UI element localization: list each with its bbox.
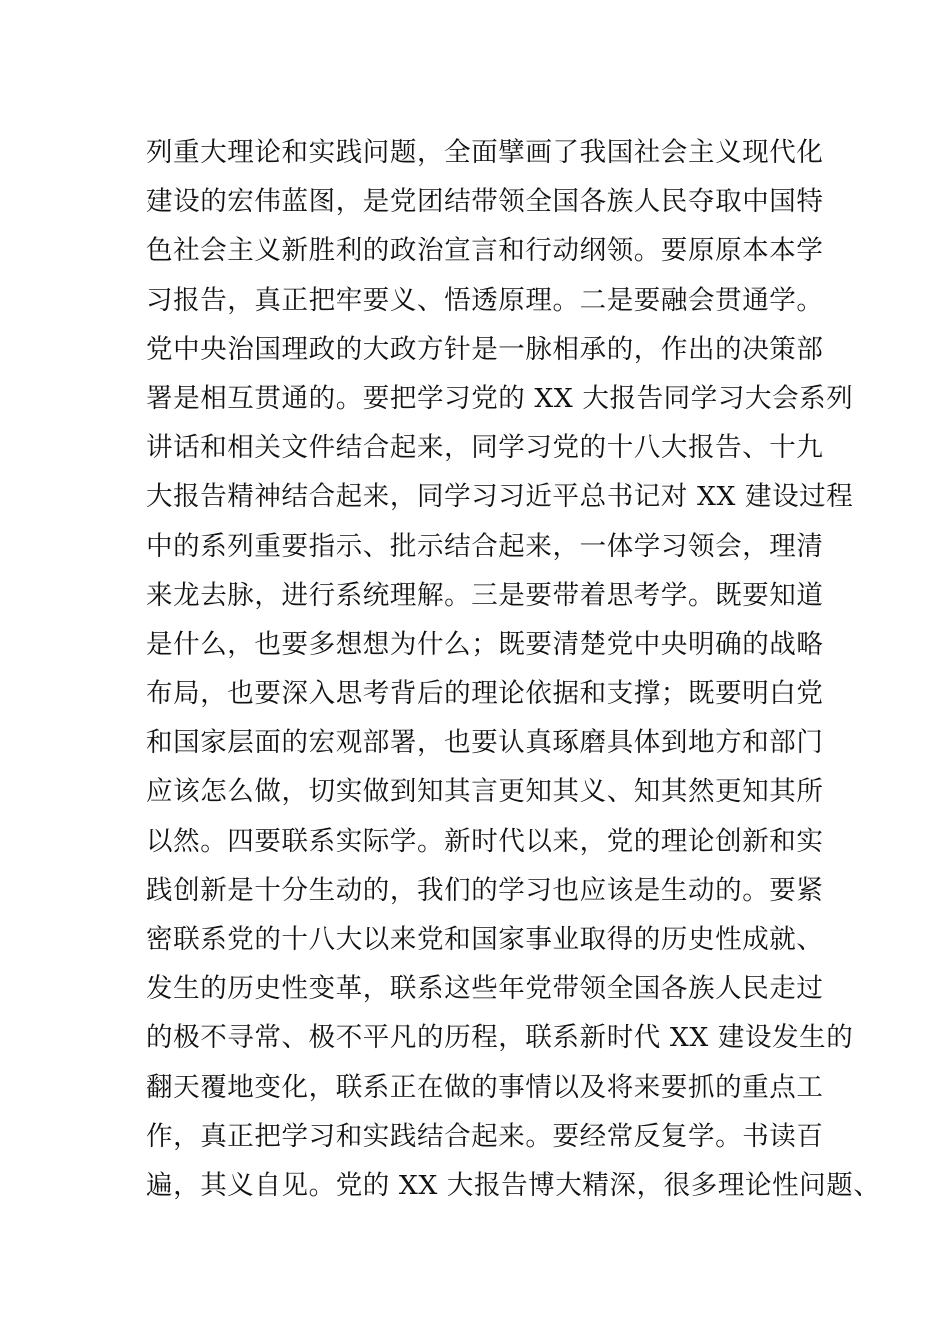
text-line: 翻天覆地变化，联系正在做的事情以及将来要抓的重点工 xyxy=(146,1071,824,1103)
text-line: 密联系党的十八大以来党和国家事业取得的历史性成就、 xyxy=(146,924,824,955)
text-line: 作，真正把学习和实践结合起来。要经常反复学。书读百 xyxy=(146,1120,824,1152)
text-line: 以然。四要联系实际学。新时代以来，党的理论创新和实 xyxy=(146,825,824,857)
text-line: 来龙去脉，进行系统理解。三是要带着思考学。既要知道 xyxy=(146,579,824,611)
text-line: 应该怎么做，切实做到知其言更知其义、知其然更知其所 xyxy=(146,776,824,808)
text-line: 署是相互贯通的。要把学习党的 XX 大报告同学习大会系列 xyxy=(146,382,854,414)
text-line: 的极不寻常、极不平凡的历程，联系新时代 XX 建设发生的 xyxy=(146,1022,854,1054)
text-line: 是什么，也要多想想为什么；既要清楚党中央明确的战略 xyxy=(146,628,824,660)
body-text xyxy=(146,128,881,1210)
text-line: 和国家层面的宏观部署，也要认真琢磨具体到地方和部门 xyxy=(146,727,824,759)
text-line: 党中央治国理政的大政方针是一脉相承的，作出的决策部 xyxy=(146,333,824,365)
text-line: 列重大理论和实践问题，全面擘画了我国社会主义现代化 xyxy=(146,137,824,168)
text-line: 践创新是十分生动的，我们的学习也应该是生动的。要紧 xyxy=(146,874,824,906)
text-line: 大报告精神结合起来，同学习习近平总书记对 XX 建设过程 xyxy=(146,481,854,513)
text-line: 发生的历史性变革，联系这些年党带领全国各族人民走过 xyxy=(146,973,824,1005)
text-line: 中的系列重要指示、批示结合起来，一体学习领会，理清 xyxy=(146,530,824,562)
text-line: 遍，其义自见。党的 XX 大报告博大精深，很多理论性问题、 xyxy=(146,1169,881,1201)
text-line: 讲话和相关文件结合起来，同学习党的十八大报告、十九 xyxy=(146,432,824,464)
text-line: 布局，也要深入思考背后的理论依据和支撑；既要明白党 xyxy=(146,678,824,710)
text-line: 建设的宏伟蓝图，是党团结带领全国各族人民夺取中国特 xyxy=(146,186,824,218)
text-line: 色社会主义新胜利的政治宣言和行动纲领。要原原本本学 xyxy=(146,235,824,267)
text-line: 习报告，真正把牢要义、悟透原理。二是要融会贯通学。 xyxy=(146,284,824,316)
